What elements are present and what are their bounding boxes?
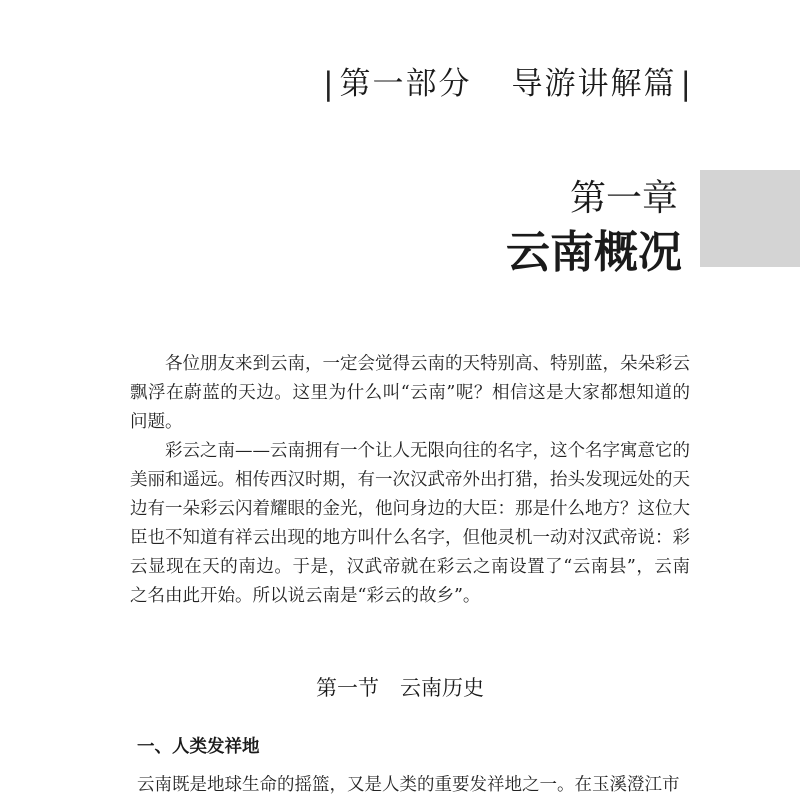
part-title: 导游讲解篇 [511, 66, 677, 102]
chapter-side-tab [700, 170, 800, 267]
section-title: 第一节 云南历史 [316, 676, 484, 700]
part-header [319, 58, 697, 103]
chapter-number: 第一章 [569, 178, 678, 219]
part-header-left-bar: | [323, 66, 336, 102]
part-label: 第一部分 [339, 66, 472, 102]
body-text [130, 350, 690, 611]
part-header-right-bar: | [680, 66, 693, 102]
paragraph-2: 彩云之南——云南拥有一个让人无限向往的名字，这个名字寓意它的美丽和遥远。相传西汉时期，有一次汉武帝外出打猎，抬头发现远处的天边有一朵彩云闪着耀眼的金光，他问身边的大臣：那是什么地方？这位大臣也不知道有祥云出现的地方叫什么名字，但他灵机一动对汉武帝说：彩云显现在天的南边。于是，汉武帝就在彩云之南设置了“云南县”，云南之名由此开始。所以说云南是“彩云的故乡”。 [130, 441, 690, 606]
chapter-title: 云南概况 [506, 227, 682, 278]
subsection-title: 一、人类发祥地 [137, 737, 260, 757]
paragraph-1: 各位朋友来到云南，一定会觉得云南的天特别高、特别蓝，朵朵彩云飘浮在蔚蓝的天边。这里为什么叫“云南”呢？相信这是大家都想知道的问题。 [130, 354, 690, 432]
paragraph-3-start: 云南既是地球生命的摇篮，又是人类的重要发祥地之一。在玉溪澄江市 [137, 775, 680, 795]
